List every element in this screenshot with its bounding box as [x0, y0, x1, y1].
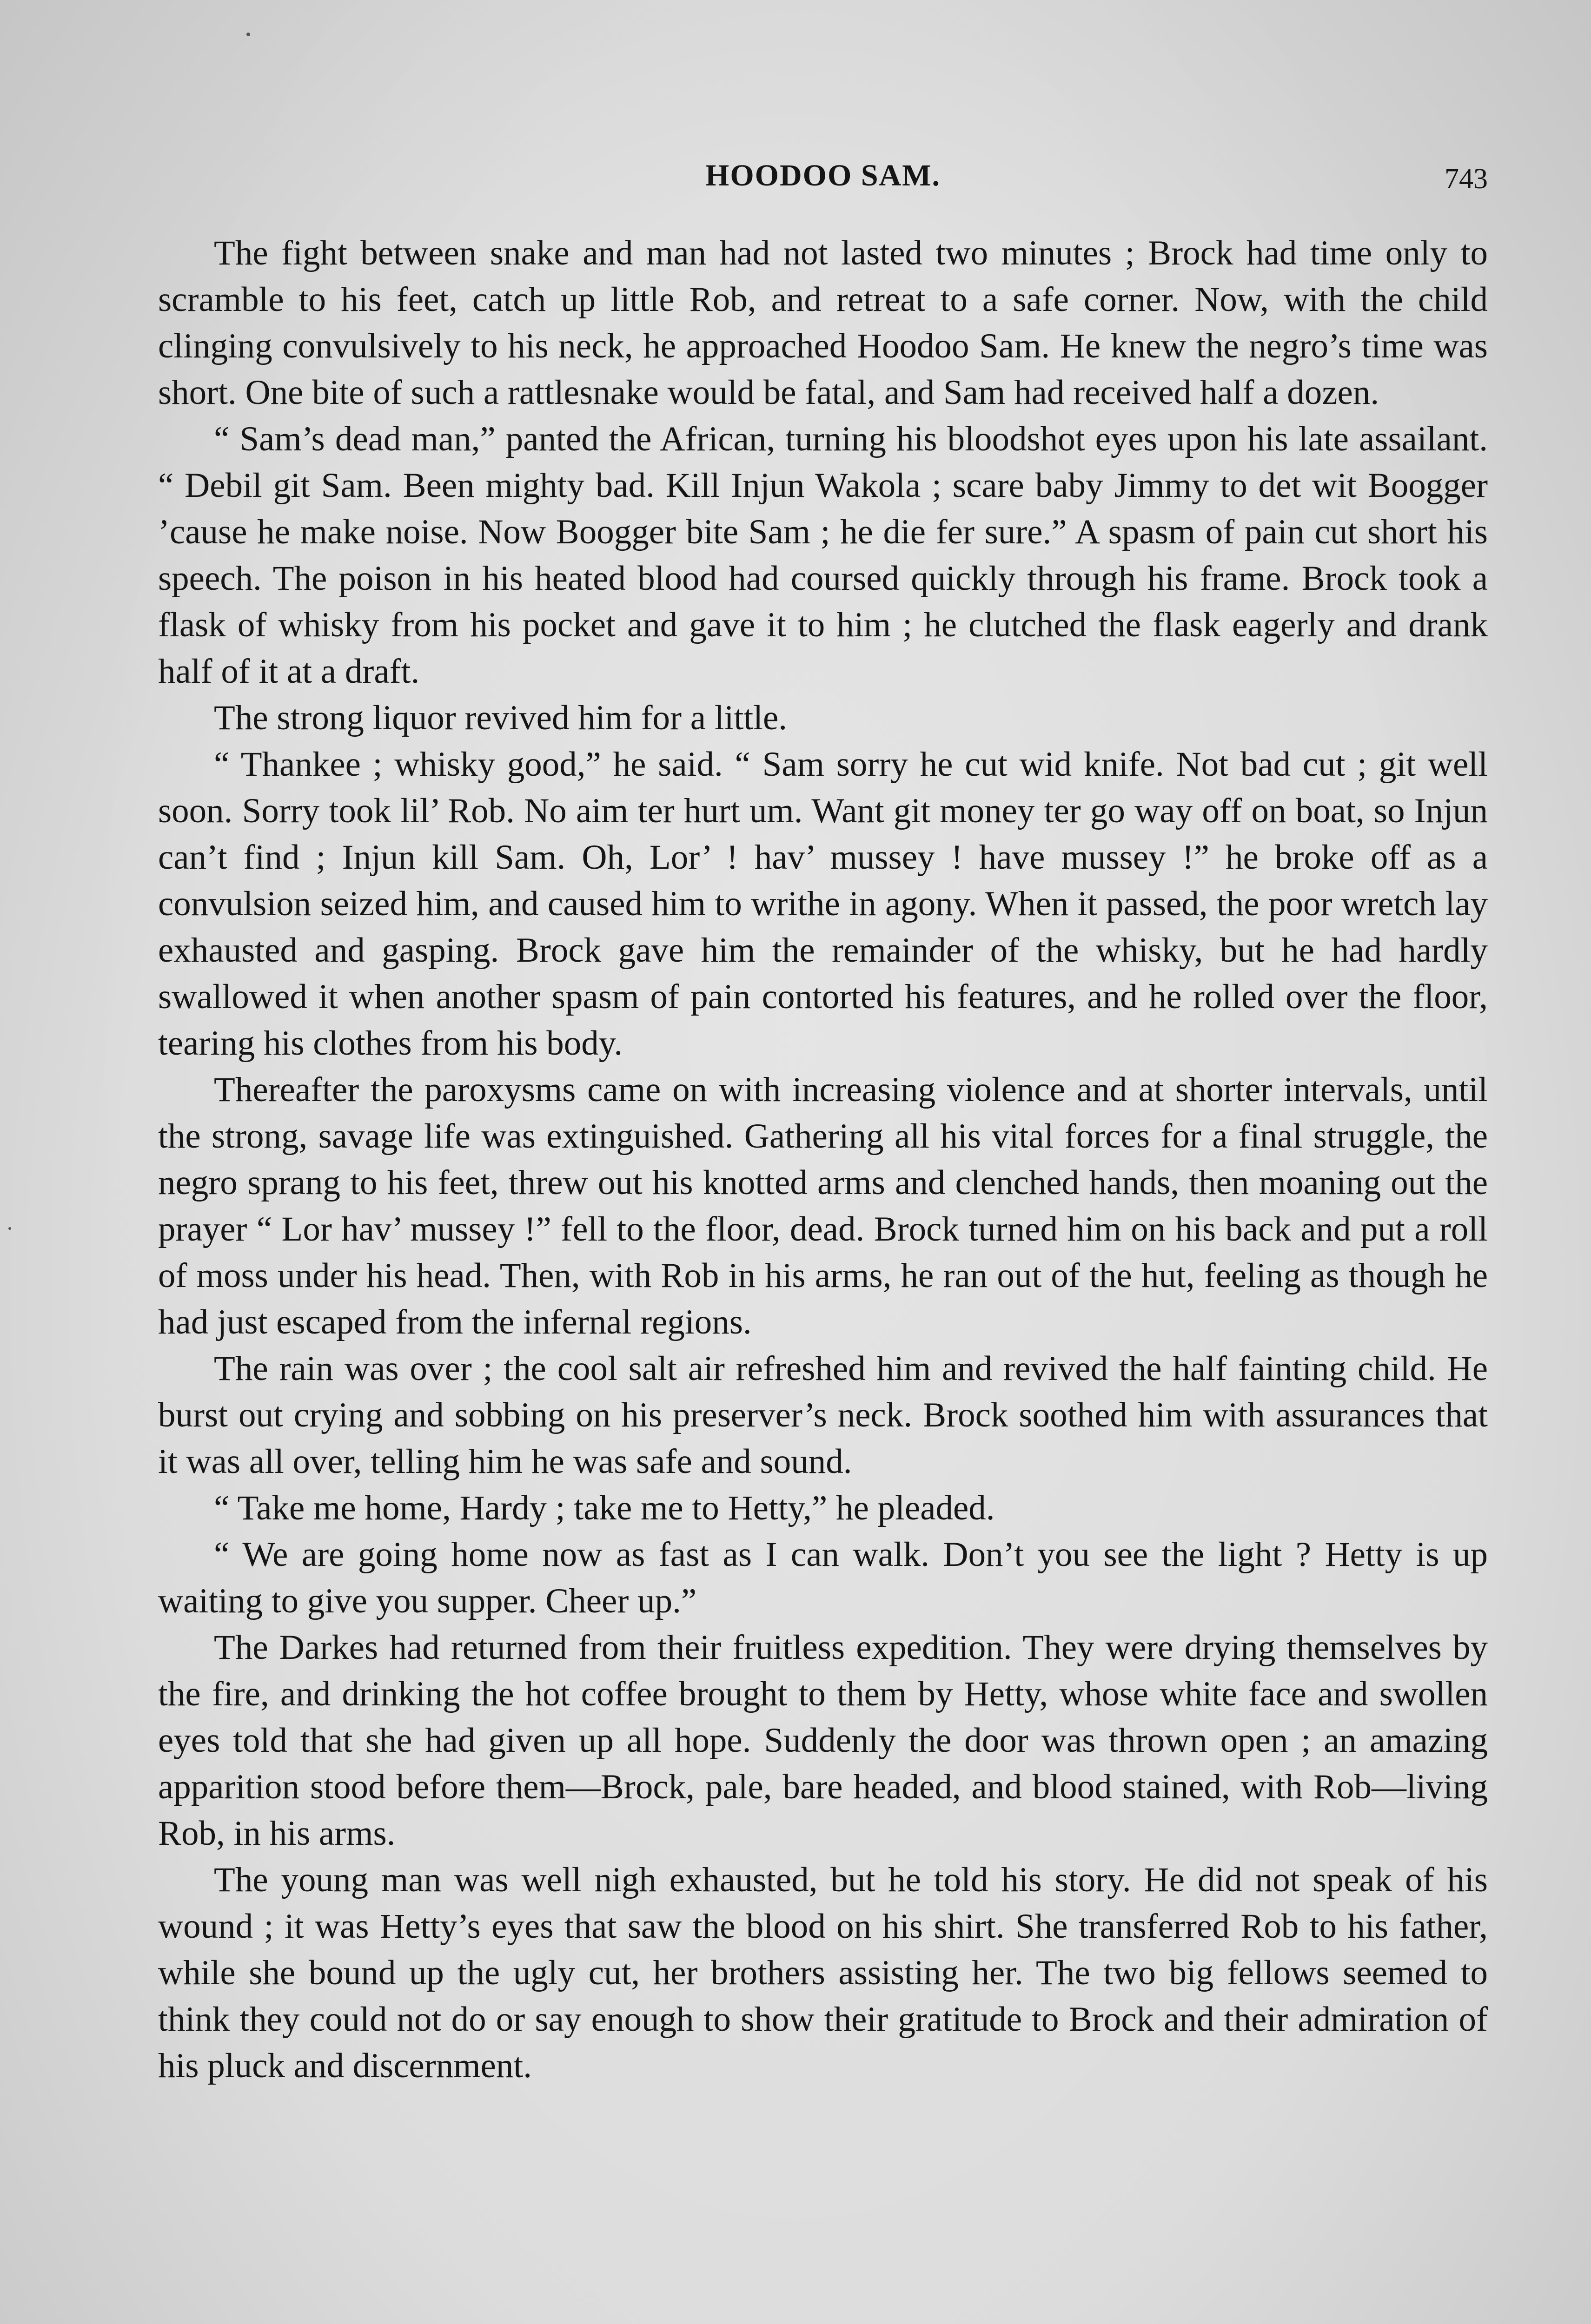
paragraph: Thereafter the paroxysms came on with increasing violence and at shorter intervals, until the strong, savage life was extinguished. Gathering all his vital forces for a final struggle, the negro sprang to his feet, threw out his knotted arms and clenched hands, then moaning out the prayer “ Lor hav’ mussey !” fell to the floor, dead. Brock turned him on his back and put a roll of moss under his head. Then, with Rob in his arms, he ran out of the hut, feeling as though he had just escaped from the infernal regions.	[158, 1070, 1488, 1341]
paragraph: The fight between snake and man had not lasted two minutes ; Brock had time only to scramble to his feet, catch up little Rob, and retreat to a safe corner. Now, with the child clinging convulsively to his neck, he approached Hoodoo Sam. He knew the negro’s time was short. One bite of such a rattlesnake would be fatal, and Sam had received half a dozen.	[158, 234, 1488, 412]
paragraph: “ We are going home now as fast as I can walk. Don’t you see the light ? Hetty is up waiting to give you supper. Cheer up.”	[158, 1535, 1488, 1620]
paragraph: The Darkes had returned from their fruitless expedition. They were drying themselves by the fire, and drinking the hot coffee brought to them by Hetty, whose white face and swollen eyes told that she had given up all hope. Suddenly the door was thrown open ; an amazing apparition stood before them—Brock, pale, bare headed, and blood stained, with Rob—living Rob, in his arms.	[158, 1628, 1488, 1853]
running-header	[158, 158, 1488, 214]
paragraph: “ Take me home, Hardy ; take me to Hetty,” he pleaded.	[214, 1489, 995, 1527]
running-title: HOODOO SAM.	[705, 158, 941, 192]
paper-speck	[8, 1227, 11, 1230]
page-number: 743	[1445, 163, 1488, 195]
paragraph: “ Sam’s dead man,” panted the African, turning his bloodshot eyes upon his late assailant. “ Debil git Sam. Been mighty bad. Kill Injun Wakola ; scare baby Jimmy to det wit Boogger ’cause he make noise. Now Boogger bite Sam ; he die fer sure.” A spasm of pain cut short his speech. The poison in his heated blood had coursed quickly through his frame. Brock took a flask of whisky from his pocket and gave it to him ; he clutched the flask eagerly and drank half of it at a draft.	[158, 420, 1488, 691]
paragraph: The young man was well nigh exhausted, but he told his story. He did not speak of his wound ; it was Hetty’s eyes that saw the blood on his shirt. She transferred Rob to his father, while she bound up the ugly cut, her brothers assisting her. The two big fellows seemed to think they could not do or say enough to show their gratitude to Brock and their admiration of his pluck and discernment.	[158, 1861, 1488, 2085]
body-text	[158, 230, 1488, 2089]
paper-speck	[246, 33, 250, 36]
paragraph: “ Thankee ; whisky good,” he said. “ Sam sorry he cut wid knife. Not bad cut ; git well soon. Sorry took lil’ Rob. No aim ter hurt um. Want git money ter go way off on boat, so Injun can’t find ; Injun kill Sam. Oh, Lor’ ! hav’ mussey ! have mussey !” he broke off as a convulsion seized him, and caused him to writhe in agony. When it passed, the poor wretch lay exhausted and gasping. Brock gave him the remainder of the whisky, but he had hardly swallowed it when another spasm of pain contorted his features, and he rolled over the floor, tearing his clothes from his body.	[158, 745, 1488, 1063]
paragraph: The rain was over ; the cool salt air refreshed him and revived the half fainting child. He burst out crying and sobbing on his preserver’s neck. Brock soothed him with assurances that it was all over, telling him he was safe and sound.	[158, 1349, 1488, 1481]
paragraph: The strong liquor revived him for a little.	[214, 699, 788, 737]
